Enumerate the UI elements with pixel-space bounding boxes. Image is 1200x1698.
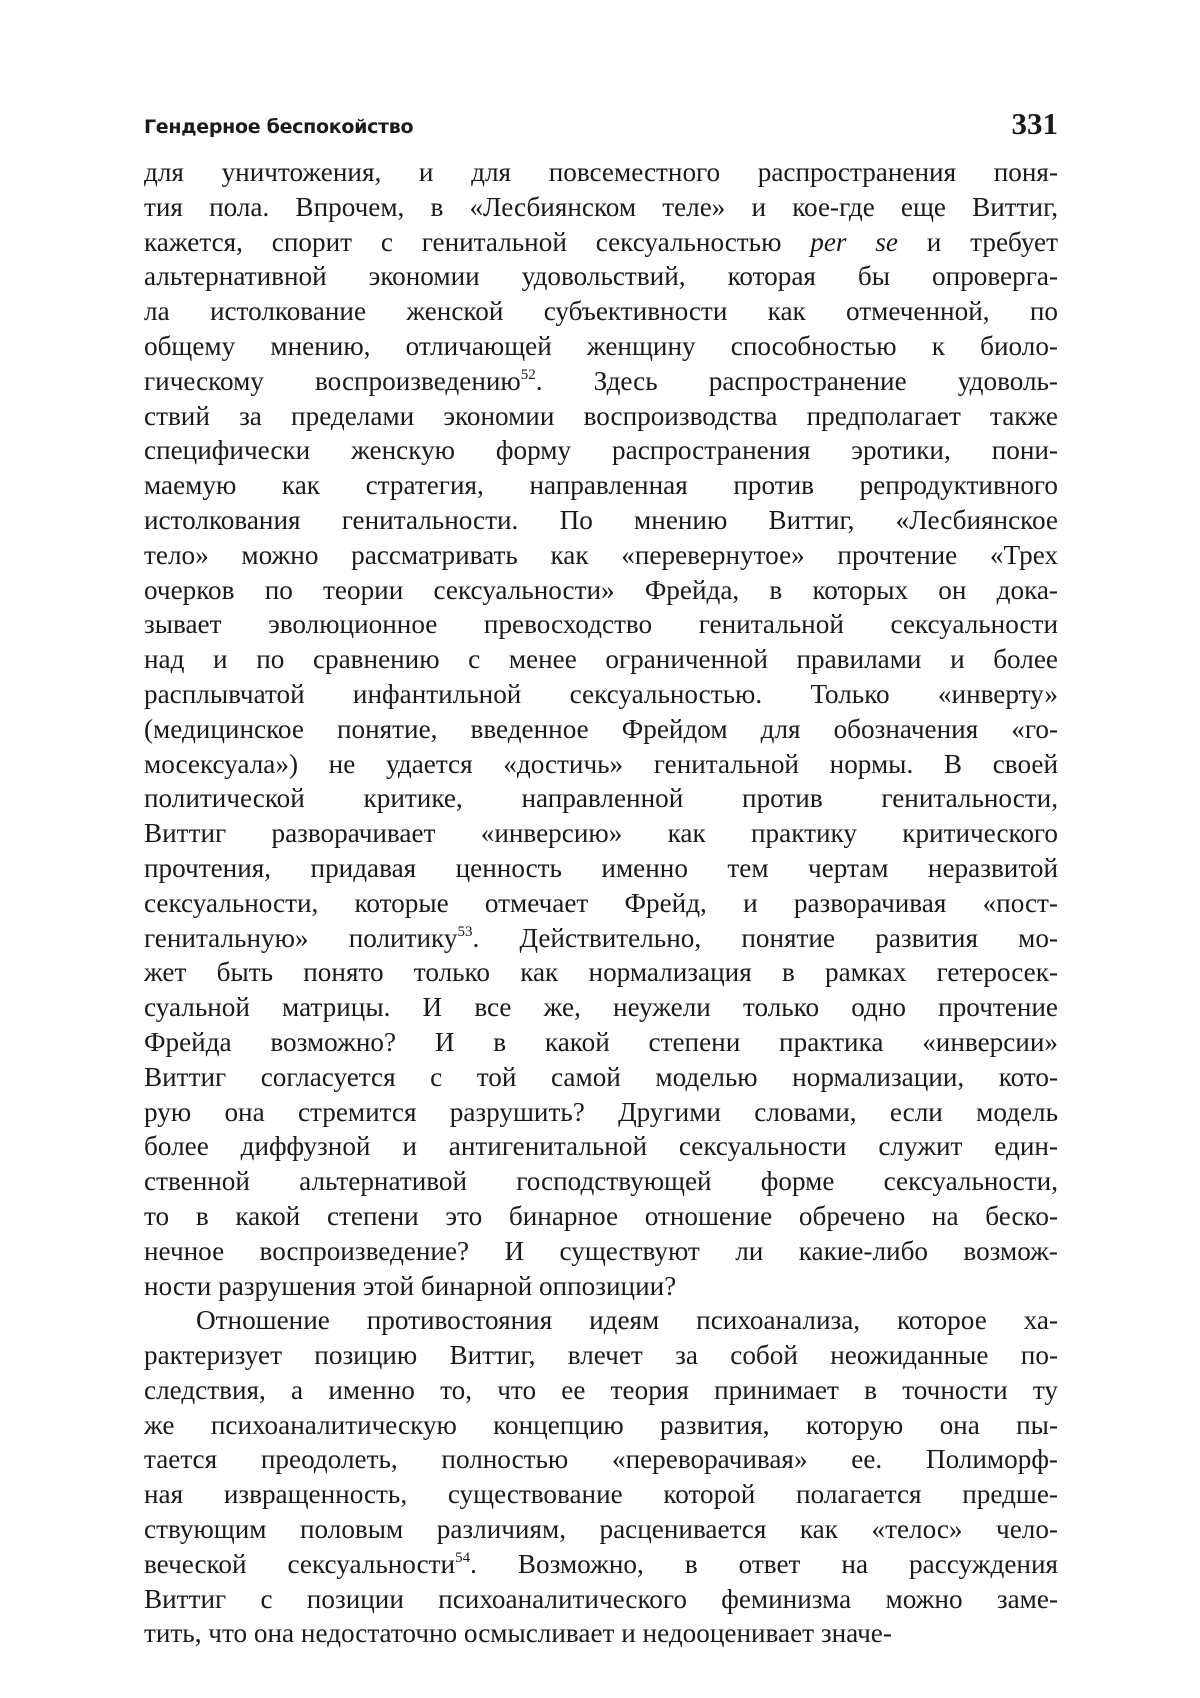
text-line bbox=[144, 294, 1058, 329]
text-line bbox=[144, 990, 1058, 1025]
text-line bbox=[144, 1477, 1058, 1512]
text-line bbox=[144, 433, 1058, 468]
page-number: 331 bbox=[1012, 106, 1059, 142]
text-segment: же психоаналитическую концепцию развития, которую она пы- bbox=[144, 1410, 1058, 1440]
text-segment: для уничтожения, и для повсеместного распространения поня- bbox=[144, 157, 1058, 187]
text-line bbox=[144, 1060, 1058, 1095]
text-line bbox=[144, 190, 1058, 225]
text-line bbox=[144, 712, 1058, 747]
text-line bbox=[144, 225, 1058, 260]
text-segment: следствия, а именно то, что ее теория принимает в точности ту bbox=[144, 1375, 1058, 1405]
text-segment: ла истолкование женской субъективности как отмеченной, по bbox=[144, 296, 1058, 326]
text-segment: ствующим половым различиям, расценивается как «телос» чело- bbox=[144, 1514, 1058, 1544]
text-segment: рую она стремится разрушить? Другими словами, если модель bbox=[144, 1097, 1058, 1127]
text-line bbox=[144, 851, 1058, 886]
paragraph bbox=[144, 1303, 1058, 1651]
text-segment: суальной матрицы. И все же, неужели только одно прочтение bbox=[144, 992, 1058, 1022]
text-segment: то в какой степени это бинарное отношение обречено на беско- bbox=[144, 1201, 1058, 1231]
text-line bbox=[144, 1512, 1058, 1547]
text-line bbox=[144, 1269, 1058, 1304]
text-line bbox=[144, 329, 1058, 364]
text-segment: мосексуала») не удается «достичь» генитальной нормы. В своей bbox=[144, 749, 1058, 779]
text-line bbox=[144, 155, 1058, 190]
text-segment: . Здесь распространение удоволь- bbox=[536, 366, 1058, 396]
text-segment: сексуальности, которые отмечает Фрейд, и разворачивая «пост- bbox=[144, 888, 1058, 918]
text-line bbox=[144, 573, 1058, 608]
text-line bbox=[144, 1303, 1058, 1338]
text-segment: генитальную» политику bbox=[144, 923, 457, 953]
text-segment: веческой сексуальности bbox=[144, 1549, 455, 1579]
text-line bbox=[144, 747, 1058, 782]
text-segment: альтернативной экономии удовольствий, которая бы опроверга- bbox=[144, 261, 1058, 291]
text-segment: маемую как стратегия, направленная против репродуктивного bbox=[144, 470, 1058, 500]
text-line bbox=[144, 503, 1058, 538]
text-line bbox=[144, 1616, 1058, 1651]
text-line bbox=[144, 1408, 1058, 1443]
text-segment: тело» можно рассматривать как «перевернутое» прочтение «Трех bbox=[144, 540, 1058, 570]
text-segment: зывает эволюционное превосходство генитальной сексуальности bbox=[144, 609, 1058, 639]
footnote-ref: 52 bbox=[521, 367, 536, 383]
text-segment: над и по сравнению с менее ограниченной правилами и более bbox=[144, 644, 1058, 674]
text-segment: . Возможно, в ответ на рассуждения bbox=[470, 1549, 1058, 1579]
text-segment: рактеризует позицию Виттиг, влечет за собой неожиданные по- bbox=[144, 1340, 1058, 1370]
text-segment: кажется, спорит с генитальной сексуальностью bbox=[144, 227, 810, 257]
running-title: Гендерное беспокойство bbox=[144, 116, 413, 138]
text-line bbox=[144, 1338, 1058, 1373]
text-segment: гическому воспроизведению bbox=[144, 366, 521, 396]
text-line bbox=[144, 538, 1058, 573]
text-segment: (медицинское понятие, введенное Фрейдом для обозначения «го- bbox=[144, 714, 1058, 744]
text-line bbox=[144, 1582, 1058, 1617]
text-line bbox=[144, 399, 1058, 434]
text-line bbox=[144, 677, 1058, 712]
text-line bbox=[144, 642, 1058, 677]
text-line bbox=[144, 781, 1058, 816]
text-line bbox=[144, 816, 1058, 851]
text-segment: истолкования генитальности. По мнению Виттиг, «Лесбиянское bbox=[144, 505, 1058, 535]
text-line bbox=[144, 364, 1058, 399]
text-line bbox=[144, 921, 1058, 956]
paragraph bbox=[144, 155, 1058, 1303]
text-segment: . Действительно, понятие развития мо- bbox=[472, 923, 1058, 953]
text-segment: Фрейда возможно? И в какой степени практика «инверсии» bbox=[144, 1027, 1058, 1057]
text-segment: общему мнению, отличающей женщину способностью к биоло- bbox=[144, 331, 1058, 361]
text-line bbox=[144, 1442, 1058, 1477]
text-segment: тить, что она недостаточно осмысливает и недооценивает значе- bbox=[144, 1618, 892, 1648]
text-line bbox=[144, 607, 1058, 642]
text-segment: ная извращенность, существование которой полагается предше- bbox=[144, 1479, 1058, 1509]
text-line bbox=[144, 468, 1058, 503]
text-segment: расплывчатой инфантильной сексуальностью. Только «инверту» bbox=[144, 679, 1058, 709]
text-line bbox=[144, 1164, 1058, 1199]
text-line bbox=[144, 886, 1058, 921]
footnote-ref: 53 bbox=[457, 924, 472, 940]
text-segment: Виттиг разворачивает «инверсию» как практику критического bbox=[144, 818, 1058, 848]
text-line bbox=[144, 1129, 1058, 1164]
text-line bbox=[144, 1025, 1058, 1060]
text-segment: ственной альтернативой господствующей форме сексуальности, bbox=[144, 1166, 1058, 1196]
text-line bbox=[144, 955, 1058, 990]
text-segment: нечное воспроизведение? И существуют ли какие-либо возмож- bbox=[144, 1236, 1058, 1266]
text-line bbox=[144, 1373, 1058, 1408]
text-segment: ности разрушения этой бинарной оппозиции? bbox=[144, 1271, 676, 1301]
text-segment: специфически женскую форму распространения эротики, пони- bbox=[144, 435, 1058, 465]
text-segment: очерков по теории сексуальности» Фрейда, в которых он дока- bbox=[144, 575, 1058, 605]
italic-text: per se bbox=[810, 227, 898, 257]
text-segment: и требует bbox=[898, 227, 1058, 257]
running-head bbox=[144, 104, 1058, 144]
text-line bbox=[144, 1234, 1058, 1269]
text-segment: тия пола. Впрочем, в «Лесбиянском теле» и кое-где еще Виттиг, bbox=[144, 192, 1058, 222]
text-segment: ствий за пределами экономии воспроизводства предполагает также bbox=[144, 401, 1058, 431]
text-line bbox=[144, 1095, 1058, 1130]
book-page bbox=[0, 0, 1200, 1698]
text-segment: политической критике, направленной против генитальности, bbox=[144, 783, 1058, 813]
footnote-ref: 54 bbox=[455, 1550, 470, 1566]
text-segment: Отношение противостояния идеям психоанализа, которое ха- bbox=[196, 1305, 1058, 1335]
text-segment: прочтения, придавая ценность именно тем чертам неразвитой bbox=[144, 853, 1058, 883]
body-text bbox=[144, 155, 1058, 1651]
text-segment: тается преодолеть, полностью «переворачивая» ее. Полиморф- bbox=[144, 1444, 1058, 1474]
text-segment: жет быть понято только как нормализация в рамках гетеросек- bbox=[144, 957, 1058, 987]
text-segment: Виттиг с позиции психоаналитического феминизма можно заме- bbox=[144, 1584, 1058, 1614]
text-line bbox=[144, 1199, 1058, 1234]
text-segment: Виттиг согласуется с той самой моделью нормализации, кото- bbox=[144, 1062, 1058, 1092]
text-line bbox=[144, 1547, 1058, 1582]
text-segment: более диффузной и антигенитальной сексуальности служит един- bbox=[144, 1131, 1058, 1161]
text-line bbox=[144, 259, 1058, 294]
